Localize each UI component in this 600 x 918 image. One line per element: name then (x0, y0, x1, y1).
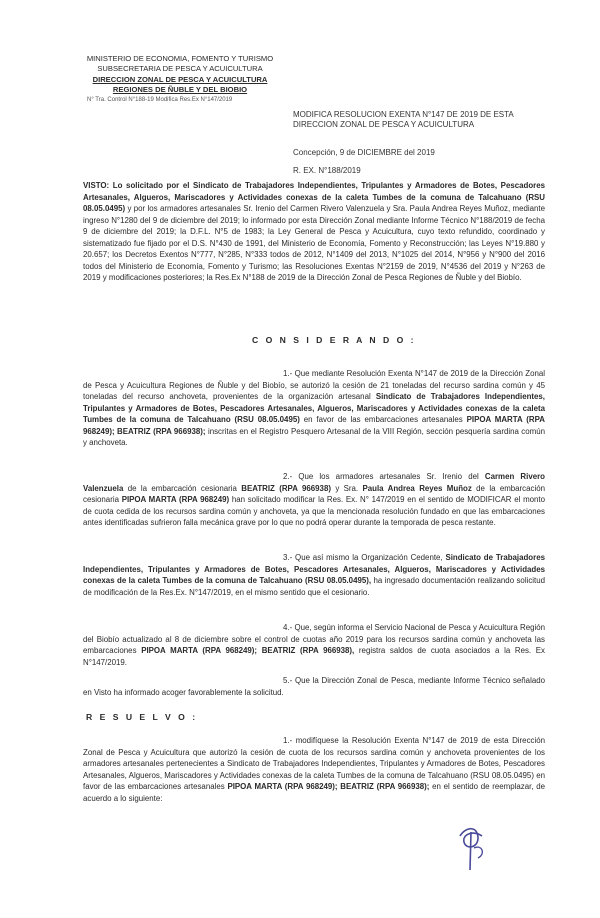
resuelvo-1-text: 1.- modifíquese la Resolución Exenta N°147 de 2019 de esta Dirección Zonal de Pesca y Acuicultura que autorizó la cesión de cuota de los recursos sardina común y anchoveta provenientes de los armadores artesanales pertenecientes a Sindicato de Trabajadores Independientes, Tripulantes y Armadores de Botes, Pescadores Artesanales, Algueros, Mariscadores y Actividades conexas de la caleta Tumbes de la comuna de Talcahuano (RSU 08.05.0495) en favor de las embarcaciones artesanales (83, 736, 545, 791)
visto-text: y por los armadores artesanales Sr. Irenio del Carmen Rivero Valenzuela y Sra. Paula Andrea Reyes Muñoz, mediante ingreso N°1280 del 9 de diciembre del 2019; lo informado por esta Dirección Zonal mediante Informe Técnico N°188/2019 de fecha 9 de diciembre del 2019; la D.F.L. N°5 de 1983; la Ley General de Pesca y Acuicultura, cuyo texto refundido, coordinado y sistematizado fue fijado por el D.S. N°430 de 1991, del Ministerio de Economía, Fomento y Reconstrucción; las Leyes N°19.880 y 20.657; los Decretos Exentos N°777, N°285, N°333 todos de 2012, N°1409 del 2013, N°1025 del 2014, N°956 y N°900 del 2016 todos del Ministerio de Economía, Fomento y Turismo; las Resoluciones Exentas N°2159 de 2019, N°4536 del 2019 y N°263 de 2019 y modificaciones posteriores; la Res.Ex N°188 de 2019 de la Dirección Zonal de Pesca Regiones de Ñuble y del Biobío. (83, 204, 545, 282)
considerando-2-text-5: han solicitado modificar la Res. Ex. N° 147/2019 en el sentido de MODIFICAR el monto de cuota cedida de los recursos sardina común y anchoveta, ya que la mencionada resolución fundado en que las embarcaciones antes identificadas sufrieron falla mecánica grave por lo que no podrá operar durante la temporada de pesca restante. (83, 495, 546, 527)
visto-bold-text: Lo solicitado por el Sindicato de Trabajadores Independientes, Tripulantes y Armadores de Botes, Pescadores Artesanales, Algueros, Mariscadores y Actividades conexas de la caleta Tumbes de la comuna de Talcahuano (RSU 08.05.0495) (83, 181, 545, 213)
considerando-2 (83, 471, 545, 529)
considerando-1-text: 1.- Que mediante Resolución Exenta N°147 de 2019 de la Dirección Zonal de Pesca y Acuicultura Regiones de Ñuble y del Biobío, se autorizó la cesión de 21 toneladas del recurso sardina común y 45 toneladas del recurso anchoveta, provenientes de la organización artesanal (83, 369, 545, 401)
considerando-heading: C O N S I D E R A N D O : (252, 335, 417, 345)
resolution-meta (293, 110, 543, 176)
considerando-2-text-2: de la embarcación cesionaria (127, 483, 237, 493)
considerando-2-text-3: y Sra. (335, 483, 359, 493)
signature-mark (452, 820, 492, 876)
reference-line: N° Tra. Control N°188-19 Modifica Res.Ex N°147/2019 (87, 97, 233, 104)
resuelvo-heading: R E S U E L V O : (86, 712, 198, 722)
resolution-number: R. EX. N°188/2019 (293, 166, 361, 175)
considerando-1 (83, 368, 545, 449)
resuelvo-1-vessels: PIPOA MARTA (RPA 968249); BEATRIZ (RPA 966938); (227, 782, 430, 791)
letterhead (55, 54, 305, 105)
considerando-1-text-3: inscritas en el Registro Pesquero Artesanal de la VIII Región, sección pesquería sardina común y anchoveta. (83, 426, 545, 447)
considerando-3-organization: Sindicato de Trabajadores Independientes, Tripulantes y Armadores de Botes, Pescadores Artesanales, Algueros, Mariscadores y Actividades conexas de la caleta Tumbes de la comuna de Talcahuano (RSU 08.05.0495), (83, 553, 545, 585)
considerando-5-text: 5.- Que la Dirección Zonal de Pesca, mediante Informe Técnico señalado en Visto ha informado acoger favorablemente la solicitud. (83, 676, 545, 697)
resuelvo-1 (83, 735, 545, 804)
considerando-2-owner-1: Carmen Rivero Valenzuela (83, 472, 545, 493)
direccion-zonal-line: DIRECCION ZONAL DE PESCA Y ACUICULTURA (92, 74, 268, 84)
considerando-3-text: 3.- Que así mismo la Organización Cedente, (283, 553, 443, 562)
resolution-subject: MODIFICA RESOLUCION EXENTA N°147 DE 2019 DE ESTA DIRECCION ZONAL DE PESCA Y ACUICULTURA (293, 110, 514, 129)
regiones-line: REGIONES DE ÑUBLE Y DEL BIOBIO (112, 84, 248, 94)
place-date: Concepción, 9 de DICIEMBRE del 2019 (293, 148, 435, 157)
resuelvo-1-text-2: en el sentido de reemplazar, de acuerdo a lo siguiente: (83, 782, 545, 803)
subsecretaria-line: SUBSECRETARIA DE PESCA Y ACUICULTURA (97, 64, 263, 74)
considerando-5 (83, 675, 545, 698)
considerando-4-text: 4.- Que, según informa el Servicio Nacional de Pesca y Acuicultura Región del Biobío actualizado al 8 de diciembre sobre el control de cuotas año 2019 para los recursos sardina común y anchoveta las embarcaciones (83, 623, 545, 655)
visto-paragraph (83, 180, 545, 284)
considerando-2-vessel-2: PIPOA MARTA (RPA 968249) (121, 495, 230, 504)
visto-label: VISTO: (83, 181, 110, 190)
considerando-4-text-2: registra saldos de cuota asociados a la Res. Ex N°147/2019. (83, 646, 545, 667)
considerando-2-text: 2.- Que los armadores artesanales Sr. Irenio del (283, 472, 479, 481)
considerando-3-text-2: ha ingresado documentación realizando solicitud de modificación de la Res.Ex. N°147/2019, en el mismo sentido que el cesionario. (83, 576, 545, 597)
considerando-1-text-2: en favor de las embarcaciones artesanales (303, 415, 463, 424)
ministry-line: MINISTERIO DE ECONOMIA, FOMENTO Y TURISMO (86, 54, 274, 63)
considerando-4-vessels: PIPOA MARTA (RPA 968249); BEATRIZ (RPA 966938), (141, 646, 355, 655)
considerando-2-owner-2: Paula Andrea Reyes Muñoz (362, 483, 472, 493)
considerando-1-vessels: PIPOA MARTA (RPA 968249); BEATRIZ (RPA 966938); (83, 415, 545, 436)
considerando-1-organization: Sindicato de Trabajadores Independientes, Tripulantes y Armadores de Botes, Pescadores Artesanales, Algueros, Mariscadores y Actividades conexas de la caleta Tumbes de la comuna de Talcahuano (RSU 08.05.0495) (83, 392, 545, 424)
considerando-4 (83, 622, 545, 668)
considerando-2-vessel-1: BEATRIZ (RPA 966938) (241, 483, 331, 493)
considerando-3 (83, 552, 545, 598)
considerando-2-text-4: de la embarcación cesionaria (83, 483, 545, 504)
